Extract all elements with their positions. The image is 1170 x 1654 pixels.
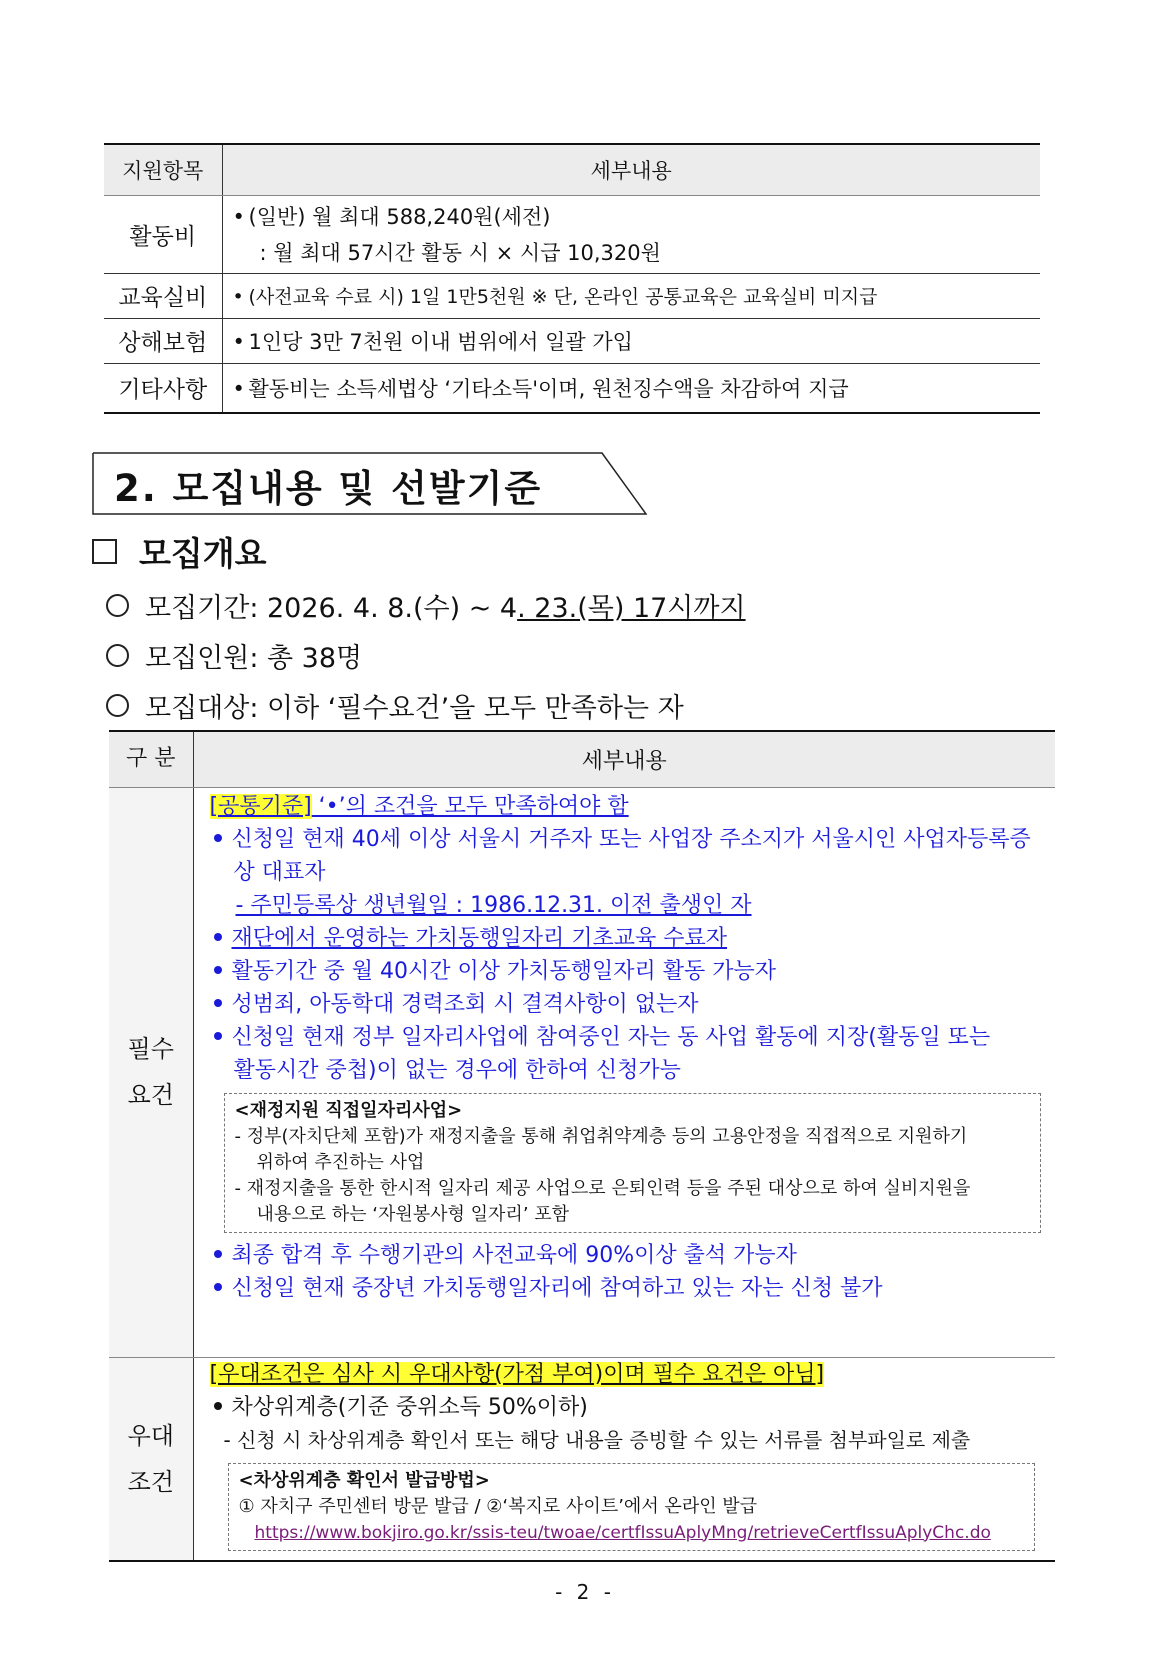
circle-icon xyxy=(106,644,129,667)
required-label: 필수 요건 xyxy=(109,787,193,1357)
list-item: 신청일 현재 40세 이상 서울시 거주자 또는 사업장 주소지가 서울시인 사업자등록증 xyxy=(210,823,1042,856)
bullet-icon xyxy=(214,1402,222,1410)
recruit-target: 모집대상: 이하 ‘필수요건’을 모두 만족하는 자 xyxy=(106,686,684,725)
bullet-icon xyxy=(214,1250,222,1258)
circle-icon xyxy=(106,694,129,717)
required-row xyxy=(109,787,1055,1357)
row-label: 기타사항 xyxy=(104,363,222,413)
criteria-table-header xyxy=(109,731,1055,787)
list-item: 상 대표자 xyxy=(233,859,326,885)
bullet-icon xyxy=(214,834,222,842)
header-detail: 세부내용 xyxy=(222,144,1040,195)
page-number: - 2 - xyxy=(555,1580,615,1604)
header-item: 지원항목 xyxy=(104,144,222,195)
support-table xyxy=(104,143,1040,414)
bullet-icon: • xyxy=(232,205,245,229)
list-item: 재단에서 운영하는 가치동행일자리 기초교육 수료자 xyxy=(210,922,1042,955)
bullet-icon xyxy=(214,1032,222,1040)
list-item: - 신청 시 차상위계층 확인서 또는 해당 내용을 증빙할 수 있는 서류를 첨부파일로 제출 xyxy=(223,1427,971,1452)
circle-icon xyxy=(106,594,129,617)
section-title: 2. 모집내용 및 선발기준 xyxy=(114,467,543,510)
bullet-icon: • xyxy=(232,376,245,401)
row-label: 상해보험 xyxy=(104,318,222,363)
overview-heading: 모집개요 xyxy=(92,528,267,575)
bullet-icon xyxy=(214,999,222,1007)
common-criteria: [공통기준] ‘•’의 조건을 모두 만족하여야 함 xyxy=(209,793,629,819)
bullet-icon xyxy=(214,1283,222,1291)
direct-job-info-box: <재정지원 직접일자리사업> - 정부(자치단체 포함)가 재정지출을 통해 취업취약계층 등의 고용안정을 직접적으로 지원하기 위하여 추진하는 사업 - 재정지출을 통한 한시적 일자리 제공 사업으로 은퇴인력 등을 주된 대상으로 하여 실비지원을 내용으로 하는 ‘자원봉사형 일자리’ 포함 xyxy=(224,1093,1042,1233)
row-text: (일반) 월 최대 588,240원(세전) xyxy=(248,205,551,229)
certificate-info-box: <차상위계층 확인서 발급방법> ① 자치구 주민센터 방문 발급 / ②‘복지로 사이트’에서 온라인 발급 https://www.bokjiro.go.kr/ssis-teu/twoae/certfIssuAplyMng/retrieveCertfIssuAplyChc.do xyxy=(228,1463,1036,1551)
recruit-count: 모집인원: 총 38명 xyxy=(106,636,362,675)
criteria-table xyxy=(109,730,1055,1562)
list-item: - 주민등록상 생년월일 : 1986.12.31. 이전 출생인 자 xyxy=(235,892,752,918)
list-item: 활동기간 중 월 40시간 이상 가치동행일자리 활동 가능자 xyxy=(210,955,1042,988)
recruit-period: 모집기간: 2026. 4. 8.(수) ~ 4 . 23.(목) 17시까지 xyxy=(106,586,746,625)
list-item: 활동시간 중첩)이 없는 경우에 한하여 신청가능 xyxy=(233,1057,681,1083)
row-text: (사전교육 수료 시) 1일 1만5천원 ※ 단, 온라인 공통교육은 교육실비 미지급 xyxy=(248,286,878,308)
row-label: 활동비 xyxy=(104,195,222,273)
section-heading xyxy=(92,452,647,515)
bullet-icon xyxy=(214,933,222,941)
list-item: 차상위계층(기준 중위소득 50%이하) xyxy=(210,1391,1042,1424)
bullet-icon: • xyxy=(232,329,245,354)
bullet-icon: • xyxy=(232,286,244,308)
list-item: 신청일 현재 정부 일자리사업에 참여중인 자는 동 사업 활동에 지장(활동일 또는 xyxy=(210,1021,1042,1054)
list-item: 성범죄, 아동학대 경력조회 시 결격사항이 없는자 xyxy=(210,988,1042,1021)
row-label: 교육실비 xyxy=(104,273,222,318)
square-icon xyxy=(92,539,117,564)
table-row xyxy=(104,195,1040,273)
support-table-header xyxy=(104,144,1040,195)
row-text: 1인당 3만 7천원 이내 범위에서 일괄 가입 xyxy=(248,329,633,354)
row-text: : 월 최대 57시간 활동 시 × 시급 10,320원 xyxy=(259,241,661,265)
list-item: 최종 합격 후 수행기관의 사전교육에 90%이상 출석 가능자 xyxy=(210,1239,1042,1272)
preferred-notice: [우대조건은 심사 시 우대사항(가점 부여)이며 필수 요건은 아님] xyxy=(209,1361,825,1387)
row-text: 활동비는 소득세법상 ‘기타소득'이며, 원천징수액을 차감하여 지급 xyxy=(248,376,849,401)
table-row xyxy=(104,318,1040,363)
preferred-label: 우대 조건 xyxy=(109,1357,193,1561)
preferred-row xyxy=(109,1357,1055,1561)
table-row xyxy=(104,273,1040,318)
header-detail: 세부내용 xyxy=(193,731,1055,787)
list-item: 신청일 현재 중장년 가치동행일자리에 참여하고 있는 자는 신청 불가 xyxy=(210,1272,1042,1305)
header-category: 구 분 xyxy=(109,731,193,787)
bokjiro-link[interactable]: https://www.bokjiro.go.kr/ssis-teu/twoae/certfIssuAplyMng/retrieveCertfIssuAplyChc.do xyxy=(254,1522,991,1543)
bullet-icon xyxy=(214,966,222,974)
table-row xyxy=(104,363,1040,413)
